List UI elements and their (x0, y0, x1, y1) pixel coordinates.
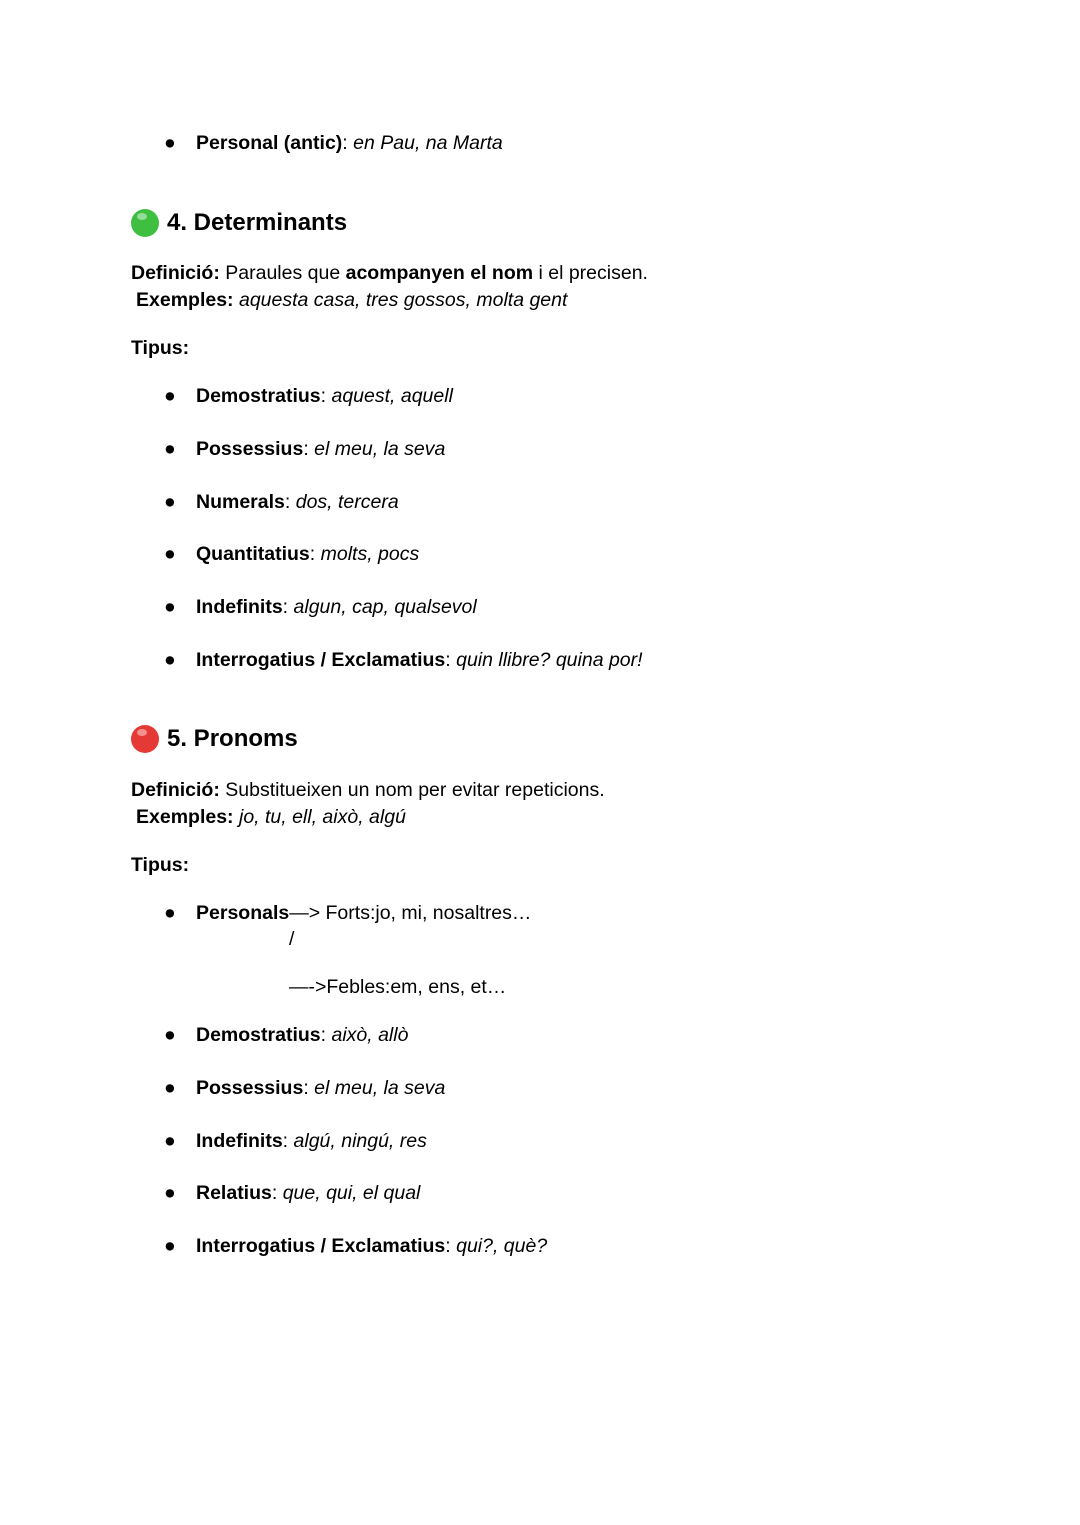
bullet-icon: ● (164, 1076, 176, 1099)
item-sep: : (284, 490, 296, 513)
item-label: Relatius (196, 1182, 272, 1205)
bullet-icon: ● (164, 596, 176, 619)
item-sep: : (282, 1129, 294, 1152)
list-item (164, 1076, 445, 1100)
list-item (164, 648, 643, 672)
definition-bold: acompanyen el nom (345, 262, 534, 284)
list-item (164, 1234, 547, 1258)
definition (131, 778, 605, 802)
examples (136, 805, 406, 829)
item-example: el meu, la seva (314, 1076, 446, 1099)
item-example: qui?, què? (456, 1235, 548, 1258)
personals-forts: —> Forts:jo, mi, nosaltres… (289, 902, 532, 924)
bullet-icon: ● (164, 132, 176, 154)
list-item-personals (164, 901, 531, 925)
personals-febles: —->Febles:em, ens, et… (289, 976, 507, 998)
section-heading-pronoms (131, 724, 298, 754)
item-sep: : (320, 385, 332, 407)
bullet-icon: ● (164, 1129, 176, 1152)
item-example: algú, ningú, res (293, 1129, 427, 1152)
definition-text: Paraules que (219, 262, 346, 284)
item-example: molts, pocs (320, 543, 420, 566)
definition-text: Substitueixen un nom per evitar repeticions. (219, 779, 605, 801)
examples-text: aquesta casa, tres gossos, molta gent (233, 289, 568, 311)
item-sep: : (282, 596, 294, 619)
definition-label: Definició: (131, 262, 220, 284)
red-circle-icon (131, 725, 159, 753)
item-example: en Pau, na Marta (353, 132, 503, 154)
item-example: quin llibre? quina por! (456, 649, 643, 671)
item-sep: : (342, 132, 354, 154)
list-item (164, 384, 453, 408)
bullet-icon: ● (164, 490, 176, 513)
list-item (164, 131, 503, 155)
examples (136, 288, 567, 312)
item-sep: : (320, 1024, 332, 1046)
list-item (164, 437, 445, 461)
item-label: Quantitatius (196, 543, 310, 566)
personals-slash: / (289, 928, 295, 950)
examples-label: Exemples: (136, 289, 234, 311)
bullet-icon: ● (164, 1182, 176, 1205)
bullet-icon: ● (164, 437, 176, 460)
section-heading-determinants (131, 208, 347, 238)
item-example: que, qui, el qual (282, 1182, 421, 1205)
examples-label: Exemples: (136, 806, 234, 828)
item-label: Possessius (196, 1076, 304, 1099)
list-item (164, 542, 419, 566)
item-label: Indefinits (196, 1129, 283, 1152)
list-item (164, 595, 477, 619)
item-label: Demostratius (196, 385, 321, 407)
item-label: Demostratius (196, 1024, 321, 1046)
bullet-icon: ● (164, 543, 176, 566)
item-label: Personal (antic) (196, 132, 343, 154)
item-label: Possessius (196, 437, 304, 460)
item-sep: : (271, 1182, 283, 1205)
section-title: 4. Determinants (167, 209, 348, 236)
item-label: Indefinits (196, 596, 283, 619)
item-example: això, allò (331, 1024, 409, 1046)
definition-text-end: i el precisen. (533, 262, 648, 284)
item-sep: : (303, 437, 315, 460)
examples-text: jo, tu, ell, això, algú (233, 806, 406, 828)
item-label: Interrogatius / Exclamatius (196, 649, 446, 671)
bullet-icon: ● (164, 385, 176, 407)
bullet-icon: ● (164, 1235, 176, 1258)
section-title: 5. Pronoms (167, 725, 298, 752)
item-example: aquest, aquell (331, 385, 453, 407)
bullet-icon: ● (164, 902, 176, 924)
definition-label: Definició: (131, 779, 220, 801)
item-example: dos, tercera (295, 490, 399, 513)
bullet-icon: ● (164, 649, 176, 671)
item-label: Interrogatius / Exclamatius (196, 1235, 446, 1258)
list-item (164, 1181, 420, 1205)
list-item (164, 490, 399, 514)
green-circle-icon (131, 209, 159, 237)
item-sep: : (445, 1235, 457, 1258)
definition (131, 261, 648, 285)
item-label: Personals (196, 902, 290, 924)
item-sep: : (303, 1076, 315, 1099)
item-sep: : (309, 543, 321, 566)
tipus-label: Tipus: (131, 337, 190, 359)
list-item (164, 1023, 408, 1047)
item-example: algun, cap, qualsevol (293, 596, 477, 619)
bullet-icon: ● (164, 1024, 176, 1046)
item-sep: : (445, 649, 457, 671)
item-label: Numerals (196, 490, 285, 513)
tipus-label: Tipus: (131, 854, 190, 876)
list-item (164, 1129, 427, 1153)
item-example: el meu, la seva (314, 437, 446, 460)
